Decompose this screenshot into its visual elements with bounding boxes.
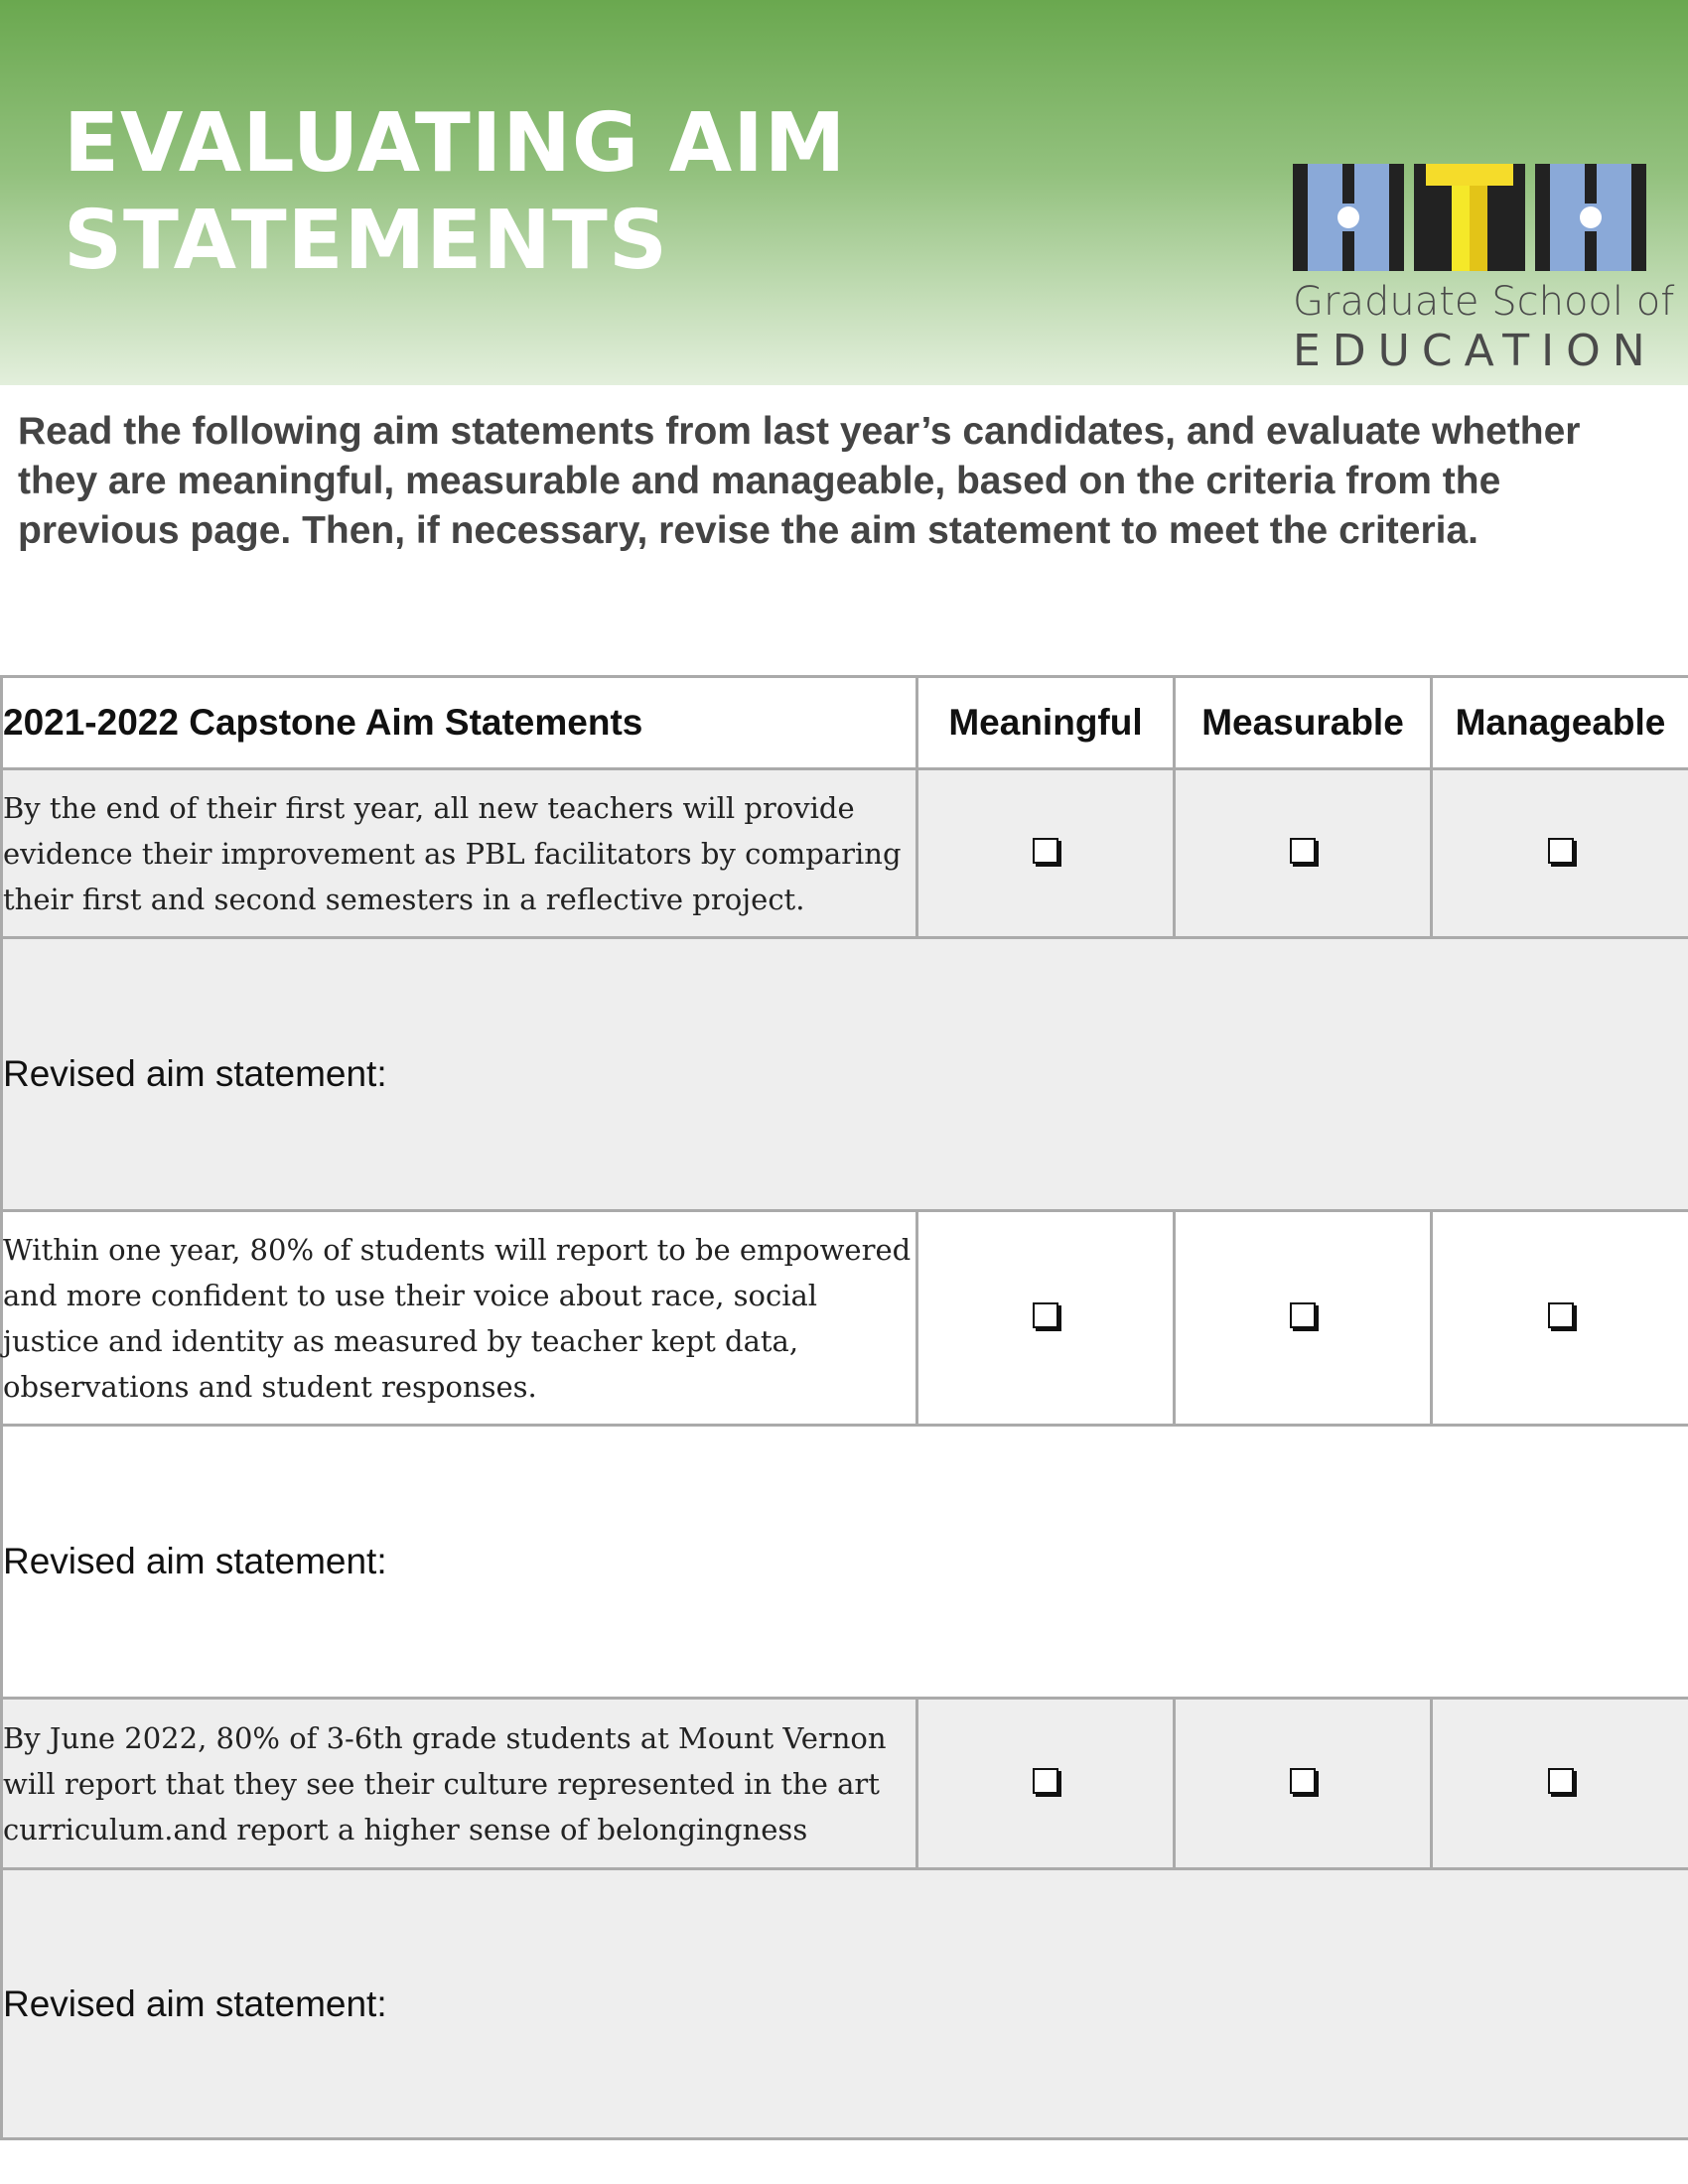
meaningful-checkbox[interactable] xyxy=(1033,838,1058,864)
logo-text-line2: EDUCATION xyxy=(1293,326,1657,376)
aim-statements-table xyxy=(0,675,1688,2140)
table-row xyxy=(2,1699,1688,1869)
hth-logo-mark xyxy=(1293,164,1646,273)
measurable-cell xyxy=(1175,769,1432,938)
page-title-line1: EVALUATING AIM xyxy=(64,96,847,191)
manageable-cell xyxy=(1432,769,1688,938)
meaningful-cell xyxy=(917,1211,1175,1426)
meaningful-checkbox[interactable] xyxy=(1033,1768,1058,1794)
meaningful-cell xyxy=(917,769,1175,938)
revised-row xyxy=(2,938,1688,1211)
column-header-manageable: Manageable xyxy=(1432,677,1688,769)
meaningful-checkbox[interactable] xyxy=(1033,1302,1058,1328)
manageable-cell xyxy=(1432,1699,1688,1869)
table-header-row xyxy=(2,677,1688,769)
revised-aim-label: Revised aim statement: xyxy=(3,1541,387,1581)
column-header-statements: 2021-2022 Capstone Aim Statements xyxy=(2,677,917,769)
manageable-cell xyxy=(1432,1211,1688,1426)
table-row xyxy=(2,769,1688,938)
aim-statement-3: By June 2022, 80% of 3-6th grade students at Mount Vernon will report that they see their culture represented in the art curriculum.and report a higher sense of belongingness xyxy=(2,1699,917,1869)
measurable-cell xyxy=(1175,1699,1432,1869)
measurable-cell xyxy=(1175,1211,1432,1426)
table-row xyxy=(2,1211,1688,1426)
revised-aim-field[interactable] xyxy=(2,1869,1688,2139)
revised-row xyxy=(2,1426,1688,1699)
measurable-checkbox[interactable] xyxy=(1290,1302,1316,1328)
aim-statement-1: By the end of their first year, all new teachers will provide evidence their improvement as PBL facilitators by comparing their first and second semesters in a reflective project. xyxy=(2,769,917,938)
manageable-checkbox[interactable] xyxy=(1548,1302,1574,1328)
revised-aim-field[interactable] xyxy=(2,938,1688,1211)
instructions-paragraph: Read the following aim statements from last year’s candidates, and evaluate whether they are meaningful, measurable and manageable, based on the criteria from the previous page. Then, if necessary, revise the aim statement to meet the criteria. xyxy=(18,410,1581,552)
measurable-checkbox[interactable] xyxy=(1290,838,1316,864)
manageable-checkbox[interactable] xyxy=(1548,1768,1574,1794)
revised-aim-label: Revised aim statement: xyxy=(3,1053,387,1094)
aim-statement-2: Within one year, 80% of students will report to be empowered and more confident to use their voice about race, social justice and identity as measured by teacher kept data, observations and student responses. xyxy=(2,1211,917,1426)
revised-aim-label: Revised aim statement: xyxy=(3,1982,387,2024)
measurable-checkbox[interactable] xyxy=(1290,1768,1316,1794)
page-title-line2: STATEMENTS xyxy=(64,194,668,288)
hth-logo xyxy=(1293,164,1675,376)
meaningful-cell xyxy=(917,1699,1175,1869)
page-title xyxy=(64,95,846,290)
page-header xyxy=(0,0,1688,385)
column-header-measurable: Measurable xyxy=(1175,677,1432,769)
column-header-meaningful: Meaningful xyxy=(917,677,1175,769)
manageable-checkbox[interactable] xyxy=(1548,838,1574,864)
revised-row xyxy=(2,1869,1688,2139)
logo-text-line1: Graduate School of xyxy=(1293,279,1675,325)
revised-aim-field[interactable] xyxy=(2,1426,1688,1699)
